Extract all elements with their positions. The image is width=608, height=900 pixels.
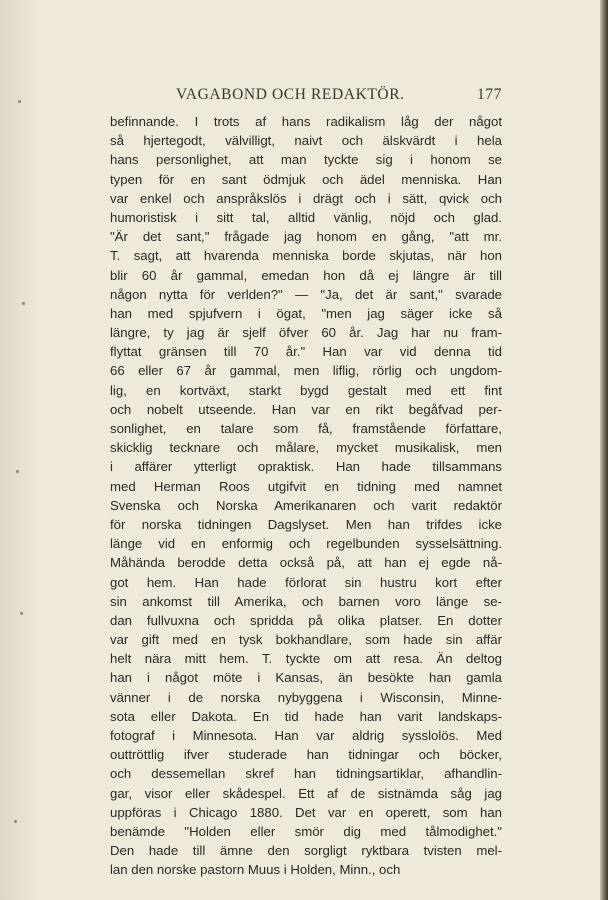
text-line: flyttat gränsen till 70 år." Han var vid denna tid bbox=[110, 344, 502, 360]
text-line: benämde "Holden eller smör dig med tålmodighet." bbox=[110, 823, 502, 839]
text-line: han med spjufvern i ögat, "men jag säger icke så bbox=[110, 305, 502, 321]
text-line: längre, ty jag är sjelf öfver 60 år. Jag har nu fram- bbox=[110, 325, 502, 341]
text-line: skicklig tecknare och målare, mycket musikalisk, men bbox=[110, 440, 502, 456]
text-line: humoristisk i sitt tal, alltid vänlig, nöjd och glad. bbox=[110, 209, 502, 225]
text-line: 66 eller 67 år gammal, men liflig, rörlig och ungdom- bbox=[110, 363, 502, 379]
paper-speck bbox=[22, 302, 25, 305]
text-line: i affärer ytterligt opraktisk. Han hade tillsammans bbox=[110, 459, 502, 475]
text-line: typen för en sant ödmjuk och ädel menniska. Han bbox=[110, 171, 502, 187]
text-line: helt nära mitt hem. T. tyckte om att resa. Än deltog bbox=[110, 651, 502, 667]
page-number: 177 bbox=[476, 86, 502, 103]
text-line: Svenska och Norska Amerikanaren och varit redaktör bbox=[110, 497, 502, 513]
text-line: Den hade till ämne den sorgligt ryktbara tvisten mel- bbox=[110, 843, 502, 859]
running-head: VAGABOND OCH REDAKTÖR. bbox=[176, 86, 405, 103]
text-line: got hem. Han hade förlorat sin hustru kort efter bbox=[110, 574, 502, 590]
text-line: blir 60 år gammal, emedan hon då ej längre är till bbox=[110, 267, 502, 283]
text-line: uppföras i Chicago 1880. Det var en operett, som han bbox=[110, 804, 502, 820]
text-line: och dessemellan skref han tidningsartiklar, afhandlin- bbox=[110, 766, 502, 782]
text-line: Måhända berodde detta också på, att han ej egde nå- bbox=[110, 555, 502, 571]
text-line: hans personlighet, att man tyckte sig i honom se bbox=[110, 152, 502, 168]
text-line: sonlighet, en talare som få, framstående författare, bbox=[110, 421, 502, 436]
paper-speck bbox=[20, 612, 23, 615]
paper-speck bbox=[18, 100, 21, 103]
text-line: sin ankomst till Amerika, och barnen voro länge se- bbox=[110, 593, 502, 609]
text-line: länge vid en enformig och regelbunden sysselsättning. bbox=[110, 536, 502, 552]
text-line: vänner i de norska nybyggena i Wisconsin, Minne- bbox=[110, 689, 502, 705]
text-line: han i något möte i Kansas, än besökte han gamla bbox=[110, 670, 502, 686]
text-line: var enkel och anspråkslös i drägt och i sätt, qvick och bbox=[110, 190, 502, 206]
page-edge bbox=[600, 0, 608, 900]
text-line: var gift med en tysk bokhandlare, som hade sin affär bbox=[110, 632, 502, 648]
paper-speck bbox=[16, 470, 19, 473]
text-line: befinnande. I trots af hans radikalism låg der något bbox=[110, 114, 502, 129]
text-line: fotograf i Minnesota. Han var aldrig sysslolös. Med bbox=[110, 728, 502, 743]
text-line: lig, en kortväxt, starkt bygd gestalt med ett fint bbox=[110, 382, 502, 398]
text-line: och nobelt utseende. Han var en rikt begåfvad per- bbox=[110, 401, 502, 417]
text-line: dan fullvuxna och spridda på olika platser. En dotter bbox=[110, 612, 502, 628]
text-line: gar, visor eller skådespel. Ett af de sistnämda såg jag bbox=[110, 785, 502, 801]
text-line: lan den norske pastorn Muus i Holden, Minn., och bbox=[110, 862, 401, 878]
text-line: så hjertegodt, välvilligt, naivt och älskvärdt i hela bbox=[110, 133, 502, 149]
text-line: för norska tidningen Dagslyset. Men han trifdes icke bbox=[110, 516, 502, 532]
text-line: någon nytta för verlden?" — "Ja, det är sant," svarade bbox=[110, 286, 502, 302]
text-line: med Herman Roos utgifvit en tidning med namnet bbox=[110, 478, 502, 494]
gutter-shadow bbox=[0, 0, 40, 900]
text-line: outtröttlig ifver studerade han tidningar och böcker, bbox=[110, 747, 502, 763]
text-line: T. sagt, att hvarenda menniska borde skjutas, när hon bbox=[110, 248, 502, 264]
paper-speck bbox=[14, 820, 17, 823]
page-header bbox=[100, 86, 502, 108]
text-line: sota eller Dakota. En tid hade han varit landskaps- bbox=[110, 708, 502, 724]
text-line: "Är det sant," frågade jag honom en gång, "att mr. bbox=[110, 229, 502, 245]
body-text bbox=[110, 112, 502, 880]
